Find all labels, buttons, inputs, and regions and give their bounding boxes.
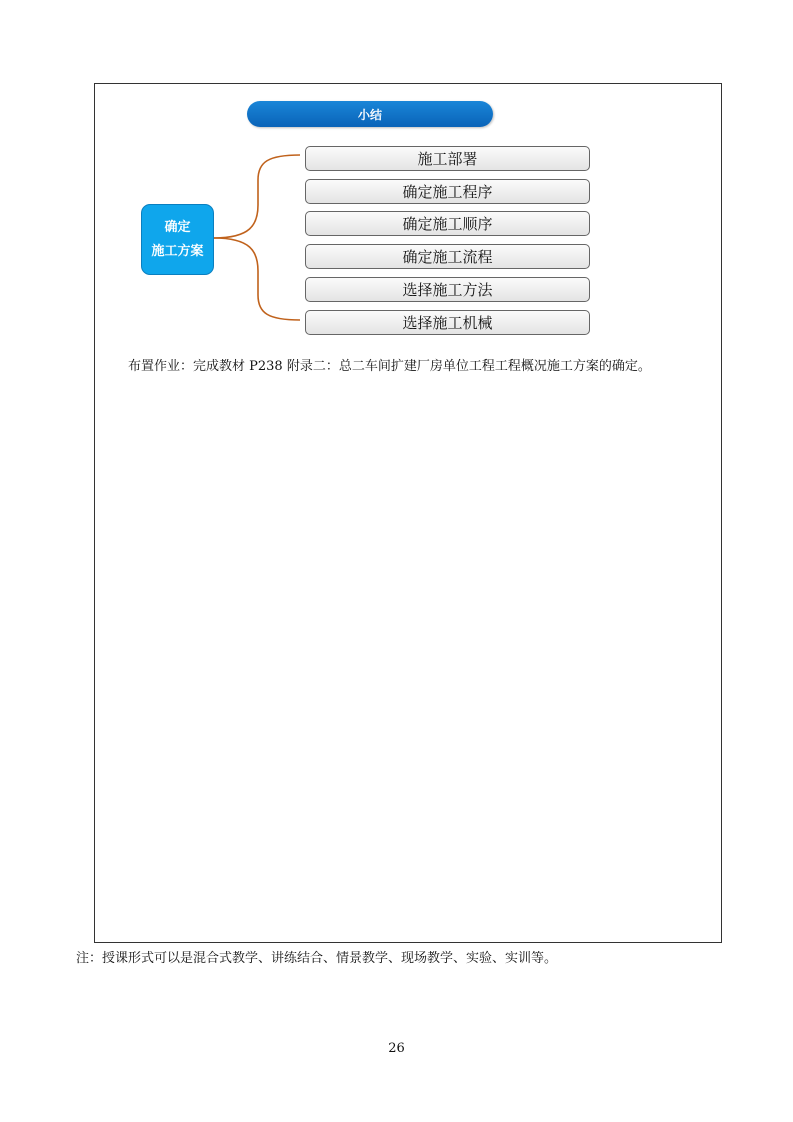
center-node-line2: 施工方案 [151,243,204,259]
summary-title-text: 小结 [357,107,382,122]
summary-item [305,277,590,302]
summary-item-label: 确定施工流程 [402,248,493,266]
center-node-line1: 确定 [164,219,191,235]
center-node [141,204,214,275]
summary-item-label: 确定施工程序 [402,183,493,201]
summary-item-label: 选择施工方法 [402,281,493,299]
summary-item [305,310,590,335]
summary-item [305,244,590,269]
footnote: 注：授课形式可以是混合式教学、讲练结合、情景教学、现场教学、实验、实训等。 [76,951,558,966]
summary-item [305,146,590,171]
summary-item [305,179,590,204]
summary-item-label: 确定施工顺序 [402,215,493,233]
summary-item [305,211,590,236]
summary-item-label: 施工部署 [417,150,478,168]
assignment-text: 布置作业：完成教材 P238 附录二：总二车间扩建厂房单位工程工程概况施工方案的确定。 [128,359,651,374]
page-number: 26 [388,1041,405,1056]
summary-item-label: 选择施工机械 [402,314,493,332]
